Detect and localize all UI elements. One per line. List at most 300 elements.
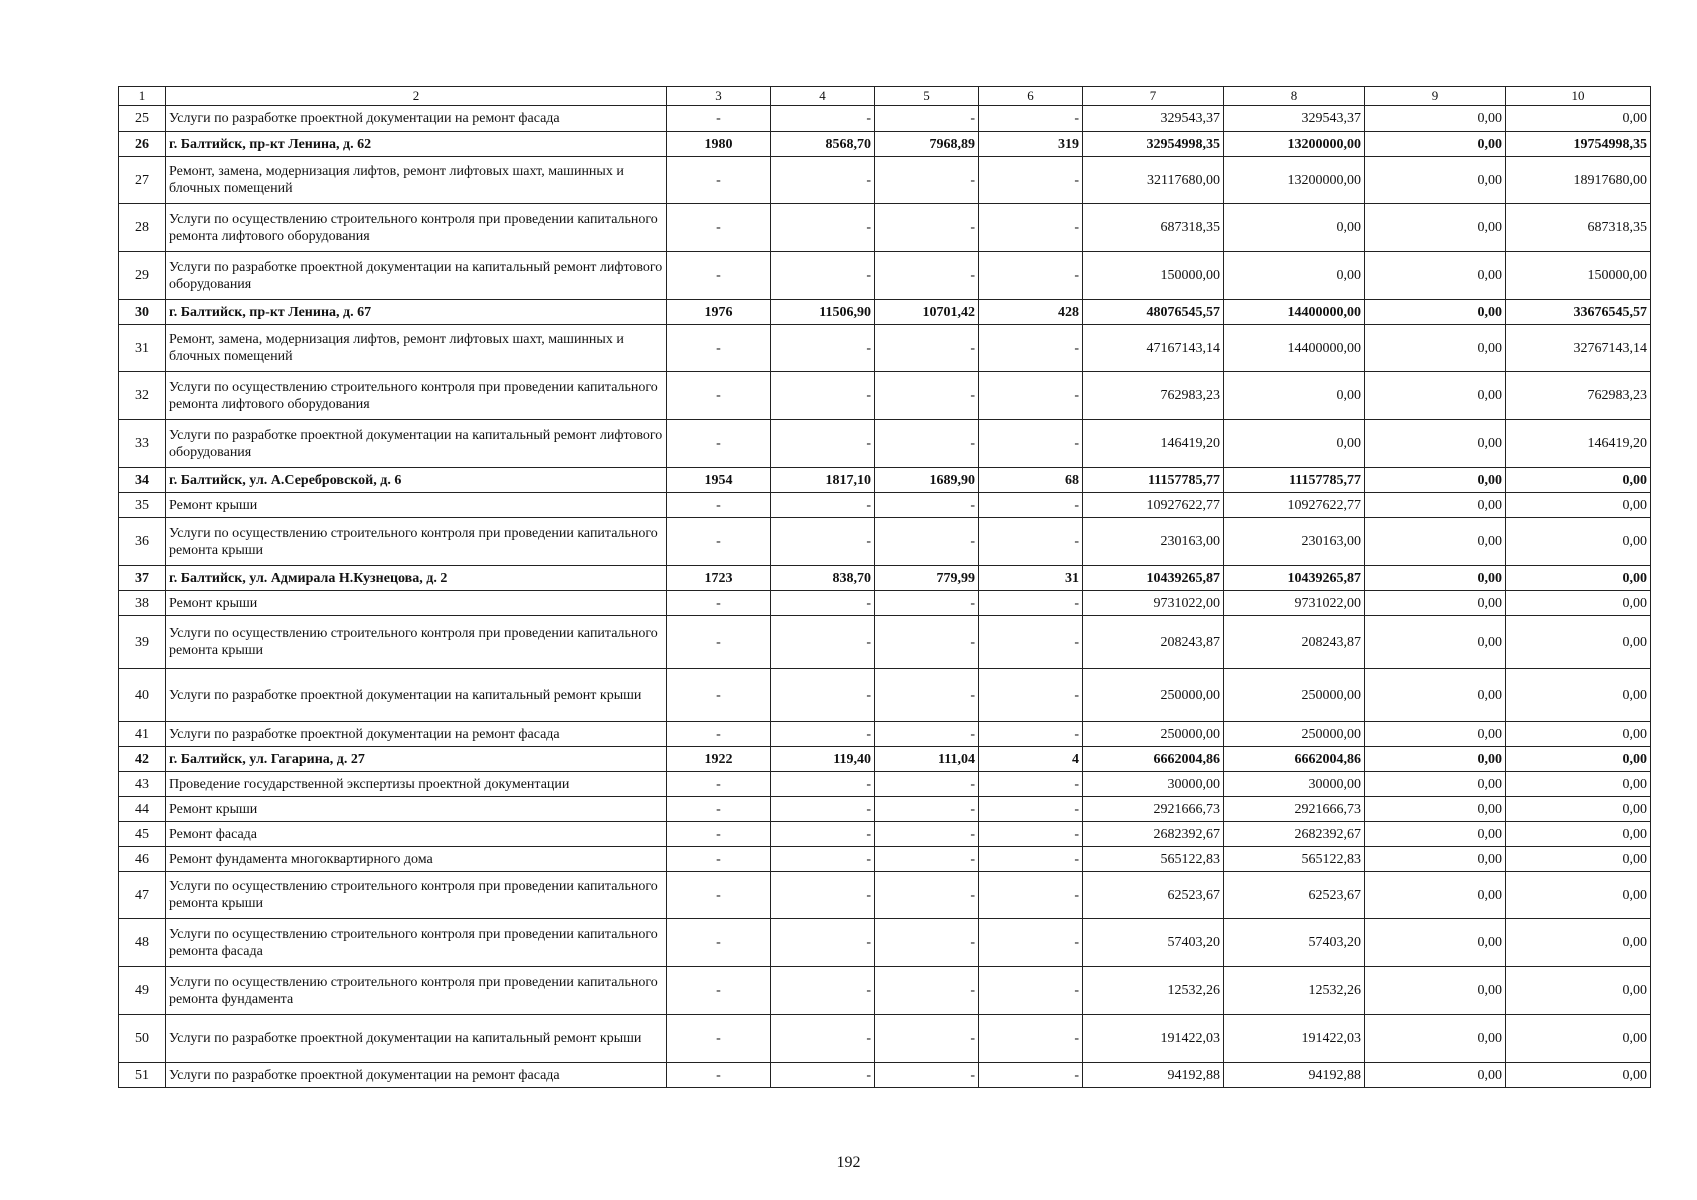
- total-cost-cell: 146419,20: [1083, 420, 1224, 468]
- total-area-cell: -: [771, 1015, 875, 1063]
- column-header: 8: [1224, 87, 1365, 106]
- total-cost-cell: 150000,00: [1083, 252, 1224, 300]
- other-cost-cell: 0,00: [1506, 518, 1651, 566]
- living-area-cell: -: [875, 325, 979, 372]
- total-cost-cell: 230163,00: [1083, 518, 1224, 566]
- row-number-cell: 40: [119, 669, 166, 722]
- work-item-row: [119, 919, 1651, 967]
- residents-cell: -: [979, 669, 1083, 722]
- residents-cell: -: [979, 822, 1083, 847]
- residents-cell: -: [979, 106, 1083, 132]
- total-area-cell: -: [771, 106, 875, 132]
- other-cost-cell: 0,00: [1506, 872, 1651, 919]
- column-header: 6: [979, 87, 1083, 106]
- living-area-cell: -: [875, 372, 979, 420]
- total-area-cell: -: [771, 967, 875, 1015]
- row-number-cell: 49: [119, 967, 166, 1015]
- total-cost-cell: 32117680,00: [1083, 157, 1224, 204]
- residents-cell: -: [979, 797, 1083, 822]
- living-area-cell: -: [875, 822, 979, 847]
- residents-cell: -: [979, 772, 1083, 797]
- year-cell: -: [667, 420, 771, 468]
- living-area-cell: -: [875, 204, 979, 252]
- budget-cost-cell: 0,00: [1365, 591, 1506, 616]
- fund-cost-cell: 0,00: [1224, 252, 1365, 300]
- budget-cost-cell: 0,00: [1365, 468, 1506, 493]
- living-area-cell: -: [875, 669, 979, 722]
- total-area-cell: -: [771, 822, 875, 847]
- total-area-cell: -: [771, 372, 875, 420]
- work-description-cell: г. Балтийск, пр-кт Ленина, д. 67: [166, 300, 667, 325]
- year-cell: -: [667, 872, 771, 919]
- year-cell: -: [667, 967, 771, 1015]
- work-description-cell: Услуги по разработке проектной документации на ремонт фасада: [166, 1063, 667, 1088]
- work-item-row: [119, 722, 1651, 747]
- living-area-cell: -: [875, 872, 979, 919]
- total-area-cell: -: [771, 420, 875, 468]
- work-item-row: [119, 325, 1651, 372]
- total-cost-cell: 10439265,87: [1083, 566, 1224, 591]
- living-area-cell: -: [875, 772, 979, 797]
- column-header: 10: [1506, 87, 1651, 106]
- capital-repair-table: [118, 86, 1651, 1088]
- column-header: 5: [875, 87, 979, 106]
- work-item-row: [119, 204, 1651, 252]
- budget-cost-cell: 0,00: [1365, 420, 1506, 468]
- residents-cell: -: [979, 325, 1083, 372]
- total-cost-cell: 565122,83: [1083, 847, 1224, 872]
- fund-cost-cell: 12532,26: [1224, 967, 1365, 1015]
- row-number-cell: 31: [119, 325, 166, 372]
- work-description-cell: Услуги по разработке проектной документации на ремонт фасада: [166, 722, 667, 747]
- residents-cell: -: [979, 157, 1083, 204]
- other-cost-cell: 32767143,14: [1506, 325, 1651, 372]
- total-area-cell: 119,40: [771, 747, 875, 772]
- budget-cost-cell: 0,00: [1365, 372, 1506, 420]
- work-description-cell: г. Балтийск, пр-кт Ленина, д. 62: [166, 132, 667, 157]
- total-area-cell: -: [771, 1063, 875, 1088]
- fund-cost-cell: 14400000,00: [1224, 300, 1365, 325]
- total-cost-cell: 2682392,67: [1083, 822, 1224, 847]
- budget-cost-cell: 0,00: [1365, 204, 1506, 252]
- living-area-cell: -: [875, 157, 979, 204]
- year-cell: -: [667, 669, 771, 722]
- row-number-cell: 42: [119, 747, 166, 772]
- other-cost-cell: 687318,35: [1506, 204, 1651, 252]
- work-item-row: [119, 847, 1651, 872]
- other-cost-cell: 0,00: [1506, 669, 1651, 722]
- work-description-cell: Услуги по осуществлению строительного контроля при проведении капитального ремонта лифтового оборудования: [166, 372, 667, 420]
- budget-cost-cell: 0,00: [1365, 157, 1506, 204]
- work-description-cell: Услуги по разработке проектной документации на ремонт фасада: [166, 106, 667, 132]
- fund-cost-cell: 30000,00: [1224, 772, 1365, 797]
- total-cost-cell: 687318,35: [1083, 204, 1224, 252]
- other-cost-cell: 146419,20: [1506, 420, 1651, 468]
- fund-cost-cell: 94192,88: [1224, 1063, 1365, 1088]
- work-description-cell: Ремонт крыши: [166, 591, 667, 616]
- year-cell: -: [667, 1015, 771, 1063]
- work-description-cell: Ремонт фасада: [166, 822, 667, 847]
- work-item-row: [119, 967, 1651, 1015]
- other-cost-cell: 19754998,35: [1506, 132, 1651, 157]
- work-item-row: [119, 772, 1651, 797]
- row-number-cell: 29: [119, 252, 166, 300]
- fund-cost-cell: 10439265,87: [1224, 566, 1365, 591]
- other-cost-cell: 0,00: [1506, 919, 1651, 967]
- total-area-cell: -: [771, 518, 875, 566]
- total-cost-cell: 762983,23: [1083, 372, 1224, 420]
- residents-cell: -: [979, 616, 1083, 669]
- row-number-cell: 34: [119, 468, 166, 493]
- fund-cost-cell: 191422,03: [1224, 1015, 1365, 1063]
- year-cell: -: [667, 372, 771, 420]
- residents-cell: -: [979, 252, 1083, 300]
- work-description-cell: Услуги по осуществлению строительного контроля при проведении капитального ремонта фундамента: [166, 967, 667, 1015]
- row-number-cell: 51: [119, 1063, 166, 1088]
- year-cell: 1980: [667, 132, 771, 157]
- year-cell: -: [667, 591, 771, 616]
- total-area-cell: 11506,90: [771, 300, 875, 325]
- fund-cost-cell: 10927622,77: [1224, 493, 1365, 518]
- total-cost-cell: 32954998,35: [1083, 132, 1224, 157]
- total-cost-cell: 191422,03: [1083, 1015, 1224, 1063]
- living-area-cell: -: [875, 722, 979, 747]
- living-area-cell: -: [875, 1063, 979, 1088]
- budget-cost-cell: 0,00: [1365, 566, 1506, 591]
- work-description-cell: Услуги по осуществлению строительного контроля при проведении капитального ремонта крыши: [166, 518, 667, 566]
- year-cell: -: [667, 797, 771, 822]
- residents-cell: -: [979, 204, 1083, 252]
- living-area-cell: 111,04: [875, 747, 979, 772]
- work-description-cell: Услуги по разработке проектной документации на капитальный ремонт лифтового оборудования: [166, 252, 667, 300]
- living-area-cell: -: [875, 616, 979, 669]
- row-number-cell: 35: [119, 493, 166, 518]
- other-cost-cell: 0,00: [1506, 967, 1651, 1015]
- page-number: 192: [836, 1154, 861, 1171]
- total-area-cell: -: [771, 591, 875, 616]
- row-number-cell: 41: [119, 722, 166, 747]
- building-row: [119, 747, 1651, 772]
- total-area-cell: -: [771, 493, 875, 518]
- fund-cost-cell: 0,00: [1224, 372, 1365, 420]
- residents-cell: -: [979, 847, 1083, 872]
- fund-cost-cell: 2682392,67: [1224, 822, 1365, 847]
- work-item-row: [119, 518, 1651, 566]
- total-cost-cell: 329543,37: [1083, 106, 1224, 132]
- residents-cell: -: [979, 591, 1083, 616]
- work-description-cell: Ремонт, замена, модернизация лифтов, ремонт лифтовых шахт, машинных и блочных помещений: [166, 325, 667, 372]
- work-description-cell: Услуги по разработке проектной документации на капитальный ремонт крыши: [166, 1015, 667, 1063]
- work-description-cell: Проведение государственной экспертизы проектной документации: [166, 772, 667, 797]
- living-area-cell: 1689,90: [875, 468, 979, 493]
- work-item-row: [119, 797, 1651, 822]
- building-row: [119, 566, 1651, 591]
- year-cell: 1723: [667, 566, 771, 591]
- column-header: 4: [771, 87, 875, 106]
- year-cell: -: [667, 772, 771, 797]
- row-number-cell: 46: [119, 847, 166, 872]
- work-description-cell: г. Балтийск, ул. Гагарина, д. 27: [166, 747, 667, 772]
- year-cell: -: [667, 157, 771, 204]
- work-item-row: [119, 372, 1651, 420]
- work-item-row: [119, 1063, 1651, 1088]
- row-number-cell: 26: [119, 132, 166, 157]
- total-cost-cell: 250000,00: [1083, 722, 1224, 747]
- residents-cell: -: [979, 1063, 1083, 1088]
- column-header: 7: [1083, 87, 1224, 106]
- living-area-cell: -: [875, 591, 979, 616]
- row-number-cell: 33: [119, 420, 166, 468]
- row-number-cell: 45: [119, 822, 166, 847]
- fund-cost-cell: 565122,83: [1224, 847, 1365, 872]
- residents-cell: -: [979, 722, 1083, 747]
- building-row: [119, 300, 1651, 325]
- work-description-cell: Услуги по осуществлению строительного контроля при проведении капитального ремонта лифтового оборудования: [166, 204, 667, 252]
- year-cell: -: [667, 616, 771, 669]
- living-area-cell: -: [875, 493, 979, 518]
- budget-cost-cell: 0,00: [1365, 106, 1506, 132]
- building-row: [119, 132, 1651, 157]
- budget-cost-cell: 0,00: [1365, 847, 1506, 872]
- budget-cost-cell: 0,00: [1365, 518, 1506, 566]
- living-area-cell: -: [875, 1015, 979, 1063]
- total-cost-cell: 2921666,73: [1083, 797, 1224, 822]
- row-number-cell: 32: [119, 372, 166, 420]
- living-area-cell: -: [875, 919, 979, 967]
- other-cost-cell: 0,00: [1506, 106, 1651, 132]
- row-number-cell: 43: [119, 772, 166, 797]
- fund-cost-cell: 11157785,77: [1224, 468, 1365, 493]
- residents-cell: 68: [979, 468, 1083, 493]
- total-cost-cell: 9731022,00: [1083, 591, 1224, 616]
- column-header: 1: [119, 87, 166, 106]
- other-cost-cell: 0,00: [1506, 822, 1651, 847]
- living-area-cell: 779,99: [875, 566, 979, 591]
- total-area-cell: -: [771, 669, 875, 722]
- residents-cell: -: [979, 919, 1083, 967]
- work-item-row: [119, 669, 1651, 722]
- fund-cost-cell: 57403,20: [1224, 919, 1365, 967]
- residents-cell: -: [979, 872, 1083, 919]
- total-area-cell: -: [771, 616, 875, 669]
- total-area-cell: -: [771, 325, 875, 372]
- living-area-cell: -: [875, 106, 979, 132]
- work-item-row: [119, 616, 1651, 669]
- total-cost-cell: 48076545,57: [1083, 300, 1224, 325]
- total-cost-cell: 6662004,86: [1083, 747, 1224, 772]
- other-cost-cell: 0,00: [1506, 797, 1651, 822]
- other-cost-cell: 0,00: [1506, 616, 1651, 669]
- fund-cost-cell: 208243,87: [1224, 616, 1365, 669]
- budget-cost-cell: 0,00: [1365, 616, 1506, 669]
- row-number-cell: 27: [119, 157, 166, 204]
- budget-cost-cell: 0,00: [1365, 822, 1506, 847]
- budget-cost-cell: 0,00: [1365, 669, 1506, 722]
- living-area-cell: -: [875, 797, 979, 822]
- column-header: 3: [667, 87, 771, 106]
- row-number-cell: 44: [119, 797, 166, 822]
- budget-cost-cell: 0,00: [1365, 919, 1506, 967]
- row-number-cell: 48: [119, 919, 166, 967]
- year-cell: -: [667, 325, 771, 372]
- living-area-cell: -: [875, 847, 979, 872]
- column-header: 9: [1365, 87, 1506, 106]
- residents-cell: -: [979, 518, 1083, 566]
- total-area-cell: -: [771, 252, 875, 300]
- year-cell: -: [667, 493, 771, 518]
- work-description-cell: Услуги по осуществлению строительного контроля при проведении капитального ремонта фасада: [166, 919, 667, 967]
- year-cell: 1954: [667, 468, 771, 493]
- fund-cost-cell: 0,00: [1224, 204, 1365, 252]
- row-number-cell: 39: [119, 616, 166, 669]
- fund-cost-cell: 9731022,00: [1224, 591, 1365, 616]
- total-area-cell: -: [771, 919, 875, 967]
- row-number-cell: 47: [119, 872, 166, 919]
- other-cost-cell: 150000,00: [1506, 252, 1651, 300]
- other-cost-cell: 0,00: [1506, 1063, 1651, 1088]
- year-cell: 1976: [667, 300, 771, 325]
- year-cell: -: [667, 1063, 771, 1088]
- other-cost-cell: 0,00: [1506, 493, 1651, 518]
- fund-cost-cell: 230163,00: [1224, 518, 1365, 566]
- budget-cost-cell: 0,00: [1365, 722, 1506, 747]
- total-area-cell: -: [771, 872, 875, 919]
- other-cost-cell: 0,00: [1506, 847, 1651, 872]
- other-cost-cell: 0,00: [1506, 468, 1651, 493]
- fund-cost-cell: 13200000,00: [1224, 132, 1365, 157]
- row-number-cell: 36: [119, 518, 166, 566]
- total-area-cell: -: [771, 772, 875, 797]
- budget-cost-cell: 0,00: [1365, 1063, 1506, 1088]
- year-cell: -: [667, 518, 771, 566]
- year-cell: -: [667, 722, 771, 747]
- work-description-cell: Ремонт крыши: [166, 493, 667, 518]
- total-cost-cell: 11157785,77: [1083, 468, 1224, 493]
- budget-cost-cell: 0,00: [1365, 967, 1506, 1015]
- work-description-cell: Ремонт, замена, модернизация лифтов, ремонт лифтовых шахт, машинных и блочных помещений: [166, 157, 667, 204]
- other-cost-cell: 33676545,57: [1506, 300, 1651, 325]
- budget-cost-cell: 0,00: [1365, 797, 1506, 822]
- residents-cell: -: [979, 372, 1083, 420]
- work-item-row: [119, 420, 1651, 468]
- total-cost-cell: 12532,26: [1083, 967, 1224, 1015]
- fund-cost-cell: 0,00: [1224, 420, 1365, 468]
- total-area-cell: -: [771, 847, 875, 872]
- fund-cost-cell: 62523,67: [1224, 872, 1365, 919]
- living-area-cell: 10701,42: [875, 300, 979, 325]
- total-cost-cell: 94192,88: [1083, 1063, 1224, 1088]
- work-description-cell: Услуги по разработке проектной документации на капитальный ремонт крыши: [166, 669, 667, 722]
- fund-cost-cell: 250000,00: [1224, 669, 1365, 722]
- row-number-cell: 28: [119, 204, 166, 252]
- total-area-cell: 8568,70: [771, 132, 875, 157]
- budget-cost-cell: 0,00: [1365, 872, 1506, 919]
- work-item-row: [119, 872, 1651, 919]
- work-description-cell: Услуги по осуществлению строительного контроля при проведении капитального ремонта крыши: [166, 872, 667, 919]
- work-item-row: [119, 591, 1651, 616]
- work-description-cell: Услуги по разработке проектной документации на капитальный ремонт лифтового оборудования: [166, 420, 667, 468]
- row-number-cell: 25: [119, 106, 166, 132]
- fund-cost-cell: 250000,00: [1224, 722, 1365, 747]
- living-area-cell: -: [875, 420, 979, 468]
- work-item-row: [119, 106, 1651, 132]
- total-cost-cell: 250000,00: [1083, 669, 1224, 722]
- residents-cell: 4: [979, 747, 1083, 772]
- row-number-cell: 50: [119, 1015, 166, 1063]
- column-header: 2: [166, 87, 667, 106]
- budget-cost-cell: 0,00: [1365, 132, 1506, 157]
- budget-cost-cell: 0,00: [1365, 493, 1506, 518]
- budget-cost-cell: 0,00: [1365, 300, 1506, 325]
- work-description-cell: г. Балтийск, ул. Адмирала Н.Кузнецова, д. 2: [166, 566, 667, 591]
- total-cost-cell: 30000,00: [1083, 772, 1224, 797]
- work-description-cell: Ремонт фундамента многоквартирного дома: [166, 847, 667, 872]
- total-cost-cell: 47167143,14: [1083, 325, 1224, 372]
- residents-cell: -: [979, 1015, 1083, 1063]
- residents-cell: 31: [979, 566, 1083, 591]
- other-cost-cell: 0,00: [1506, 772, 1651, 797]
- work-item-row: [119, 822, 1651, 847]
- living-area-cell: -: [875, 967, 979, 1015]
- total-area-cell: 1817,10: [771, 468, 875, 493]
- year-cell: -: [667, 252, 771, 300]
- building-row: [119, 468, 1651, 493]
- year-cell: -: [667, 106, 771, 132]
- fund-cost-cell: 6662004,86: [1224, 747, 1365, 772]
- work-description-cell: г. Балтийск, ул. А.Серебровской, д. 6: [166, 468, 667, 493]
- column-number-header-row: [119, 87, 1651, 106]
- other-cost-cell: 762983,23: [1506, 372, 1651, 420]
- year-cell: -: [667, 847, 771, 872]
- work-description-cell: Услуги по осуществлению строительного контроля при проведении капитального ремонта крыши: [166, 616, 667, 669]
- total-area-cell: -: [771, 722, 875, 747]
- budget-cost-cell: 0,00: [1365, 1015, 1506, 1063]
- total-cost-cell: 208243,87: [1083, 616, 1224, 669]
- total-cost-cell: 62523,67: [1083, 872, 1224, 919]
- residents-cell: -: [979, 420, 1083, 468]
- work-description-cell: Ремонт крыши: [166, 797, 667, 822]
- living-area-cell: -: [875, 518, 979, 566]
- other-cost-cell: 0,00: [1506, 566, 1651, 591]
- year-cell: -: [667, 822, 771, 847]
- fund-cost-cell: 13200000,00: [1224, 157, 1365, 204]
- residents-cell: -: [979, 493, 1083, 518]
- year-cell: -: [667, 919, 771, 967]
- budget-cost-cell: 0,00: [1365, 747, 1506, 772]
- total-cost-cell: 57403,20: [1083, 919, 1224, 967]
- total-area-cell: -: [771, 204, 875, 252]
- row-number-cell: 30: [119, 300, 166, 325]
- work-item-row: [119, 493, 1651, 518]
- row-number-cell: 37: [119, 566, 166, 591]
- fund-cost-cell: 14400000,00: [1224, 325, 1365, 372]
- year-cell: -: [667, 204, 771, 252]
- fund-cost-cell: 2921666,73: [1224, 797, 1365, 822]
- budget-cost-cell: 0,00: [1365, 772, 1506, 797]
- budget-cost-cell: 0,00: [1365, 252, 1506, 300]
- year-cell: 1922: [667, 747, 771, 772]
- other-cost-cell: 0,00: [1506, 591, 1651, 616]
- budget-cost-cell: 0,00: [1365, 325, 1506, 372]
- other-cost-cell: 0,00: [1506, 1015, 1651, 1063]
- other-cost-cell: 0,00: [1506, 722, 1651, 747]
- other-cost-cell: 18917680,00: [1506, 157, 1651, 204]
- total-area-cell: -: [771, 797, 875, 822]
- residents-cell: -: [979, 967, 1083, 1015]
- row-number-cell: 38: [119, 591, 166, 616]
- total-cost-cell: 10927622,77: [1083, 493, 1224, 518]
- total-area-cell: -: [771, 157, 875, 204]
